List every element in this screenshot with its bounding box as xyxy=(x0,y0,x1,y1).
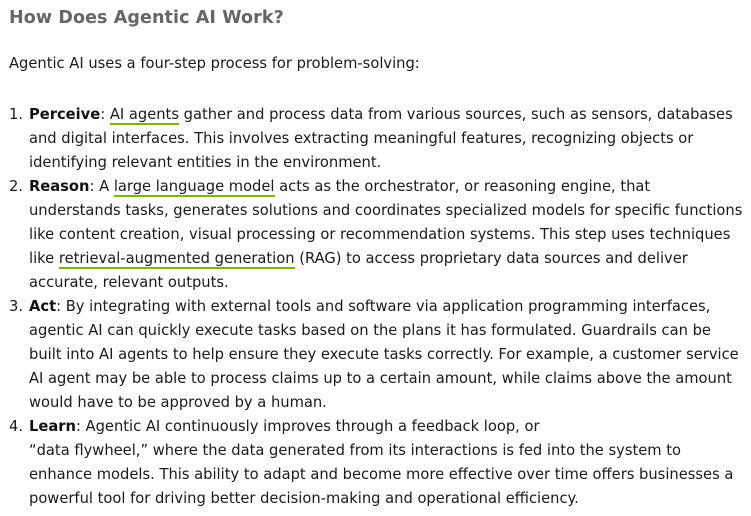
steps-list xyxy=(9,103,745,511)
step-number: 1. xyxy=(9,106,24,123)
step-title: Learn xyxy=(29,418,76,435)
step-separator: : xyxy=(100,106,110,123)
step-title: Act xyxy=(29,298,57,315)
step-separator: : A xyxy=(89,178,114,195)
step-number: 4. xyxy=(9,418,24,435)
large-language-model-link[interactable]: large language model xyxy=(113,178,275,195)
step-act xyxy=(9,295,745,415)
step-perceive xyxy=(9,103,745,175)
step-text-end: (RAG) to access proprietary data sources and deliver accurate, relevant outputs. xyxy=(29,250,688,291)
step-text: : By integrating with external tools and software via application programming interfaces, agentic AI can quickly execute tasks based on the plans it has formulated. Guardrails can be built into AI agents to help ensure they execute tasks correctly. For example, a customer service AI agent may be able to process claims up to a certain amount, while claims above the amount would have to be approved by a human. xyxy=(29,298,739,411)
step-text-continued: “data flywheel,” where the data generated from its interactions is fed into the system to enhance models. This ability to adapt and become more effective over time offers businesses a powerful tool for driving better decision-making and operational efficiency. xyxy=(29,442,734,507)
step-learn xyxy=(9,415,745,511)
section-heading: How Does Agentic AI Work? xyxy=(9,8,284,28)
step-text: : Agentic AI continuously improves through a feedback loop, or xyxy=(75,418,540,435)
step-text: gather and process data from various sources, such as sensors, databases and digital interfaces. This involves extracting meaningful features, recognizing objects or identifying relevant entities in the environment. xyxy=(29,106,733,171)
step-number: 2. xyxy=(9,178,24,195)
intro-paragraph: Agentic AI uses a four-step process for problem-solving: xyxy=(9,55,420,72)
ai-agents-link[interactable]: AI agents xyxy=(109,106,179,123)
step-text: acts as the orchestrator, or reasoning engine, that understands tasks, generates solutions and coordinates specialized models for specific functions like content creation, visual processing or recommendation systems. This step uses techniques like xyxy=(29,178,743,267)
step-number: 3. xyxy=(9,298,24,315)
retrieval-augmented-generation-link[interactable]: retrieval-augmented generation xyxy=(58,250,295,267)
step-title: Perceive xyxy=(29,106,101,123)
step-title: Reason xyxy=(29,178,90,195)
step-reason xyxy=(9,175,745,295)
